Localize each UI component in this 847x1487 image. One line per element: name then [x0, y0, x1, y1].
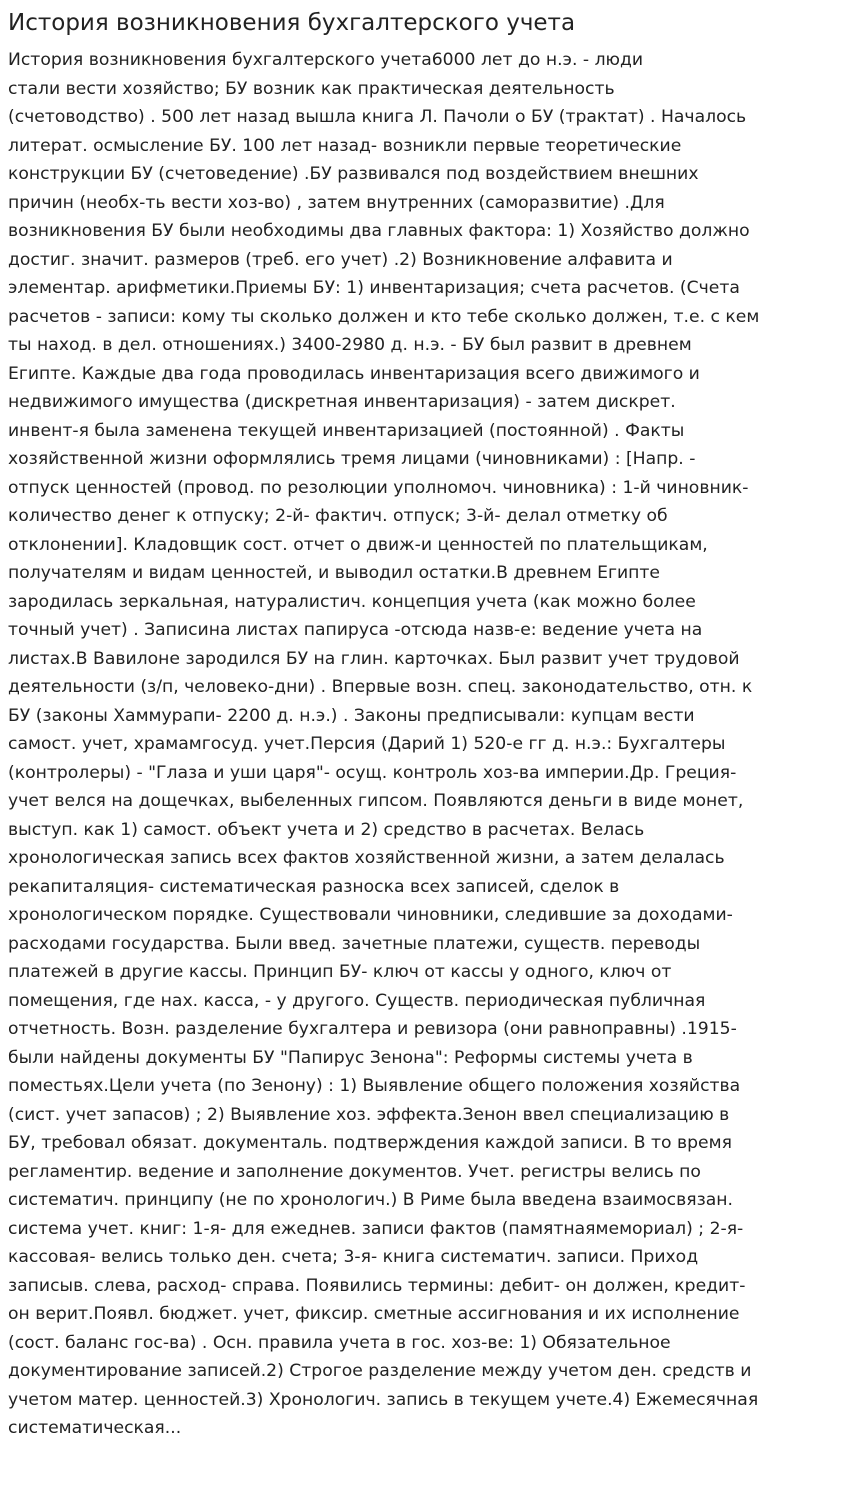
page-title: История возникновения бухгалтерского учета: [8, 10, 576, 36]
article-body: История возникновения бухгалтерского учета6000 лет до н.э. - люди стали вести хозяйство; БУ возник как практическая деятельность (счетоводство) . 500 лет назад вышла книга Л. Пачоли о БУ (трактат) . Началось литерат. осмысление БУ. 100 лет назад- возникли первые теоретические конструкции БУ (счетоведение) .БУ развивался под воздействием внешних причин (необх-ть вести хоз-во) , затем внутренних (саморазвитие) .Для возникновения БУ были необходимы два главных фактора: 1) Хозяйство должно достиг. значит. размеров (треб. его учет) .2) Возникновение алфавита и элементар. арифметики.Приемы БУ: 1) инвентаризация; счета расчетов. (Счета расчетов - записи: кому ты сколько должен и кто тебе сколько должен, т.е. с кем ты наход. в дел. отношениях.) 3400-2980 д. н.э. - БУ был развит в древнем Египте. Каждые два года проводилась инвентаризация всего движимого и недвижимого имущества (дискретная инвентаризация) - затем дискрет. инвент-я была заменена текущей инвентаризацией (постоянной) . Факты хозяйственной жизни оформлялись тремя лицами (чиновниками) : [Напр. - отпуск ценностей (провод. по резолюции уполномоч. чиновника) : 1-й чиновник- количество денег к отпуску; 2-й- фактич. отпуск; 3-й- делал отметку об отклонении]. Кладовщик сост. отчет о движ-и ценностей по плательщикам, получателям и видам ценностей, и выводил остатки.В древнем Египте зародилась зеркальная, натуралистич. концепция учета (как можно более точный учет) . Записина листах папируса -отсюда назв-е: ведение учета на листах.В Вавилоне зародился БУ на глин. карточках. Был развит учет трудовой деятельности (з/п, человеко-дни) . Впервые возн. спец. законодательство, отн. к БУ (законы Хаммурапи- 2200 д. н.э.) . Законы предписывали: купцам вести самост. учет, храмамгосуд. учет.Персия (Дарий 1) 520-е гг д. н.э.: Бухгалтеры (контролеры) - "Глаза и уши царя"- осущ. контроль хоз-ва империи.Др. Греция- учет велся на дощечках, выбеленных гипсом. Появляются деньги в виде монет, выступ. как 1) самост. объект учета и 2) средство в расчетах. Велась хронологическая запись всех фактов хозяйственной жизни, а затем делалась рекапиталяция- систематическая разноска всех записей, сделок в хронологическом порядке. Существовали чиновники, следившие за доходами- расходами государства. Были введ. зачетные платежи, существ. переводы платежей в другие кассы. Принцип БУ- ключ от кассы у одного, ключ от помещения, где нах. касса, - у другого. Существ. периодическая публичная отчетность. Возн. разделение бухгалтера и ревизора (они равноправны) .1915- были найдены документы БУ "Папирус Зенона": Реформы системы учета в поместьях.Цели учета (по Зенону) : 1) Выявление общего положения хозяйства (сист. учет запасов) ; 2) Выявление хоз. эффекта.Зенон ввел специализацию в БУ, требовал обязат. документаль. подтверждения каждой записи. В то время регламентир. ведение и заполнение документов. Учет. регистры велись по систематич. принципу (не по хронологич.) В Риме была введена взаимосвязан. система учет. книг: 1-я- для ежеднев. записи фактов (памятнаямемориал) ; 2-я- кассовая- велись только ден. счета; 3-я- книга систематич. записи. Приход записыв. слева, расход- справа. Появились термины: дебит- он должен, кредит- он верит.Появл. бюджет. учет, фиксир. сметные ассигнования и их исполнение (сост. баланс гос-ва) . Осн. правила учета в гос. хоз-ве: 1) Обязательное документирование записей.2) Строгое разделение между учетом ден. средств и учетом матер. ценностей.3) Хронологич. запись в текущем учете.4) Ежемесячная систематическая...: [8, 50, 760, 1438]
